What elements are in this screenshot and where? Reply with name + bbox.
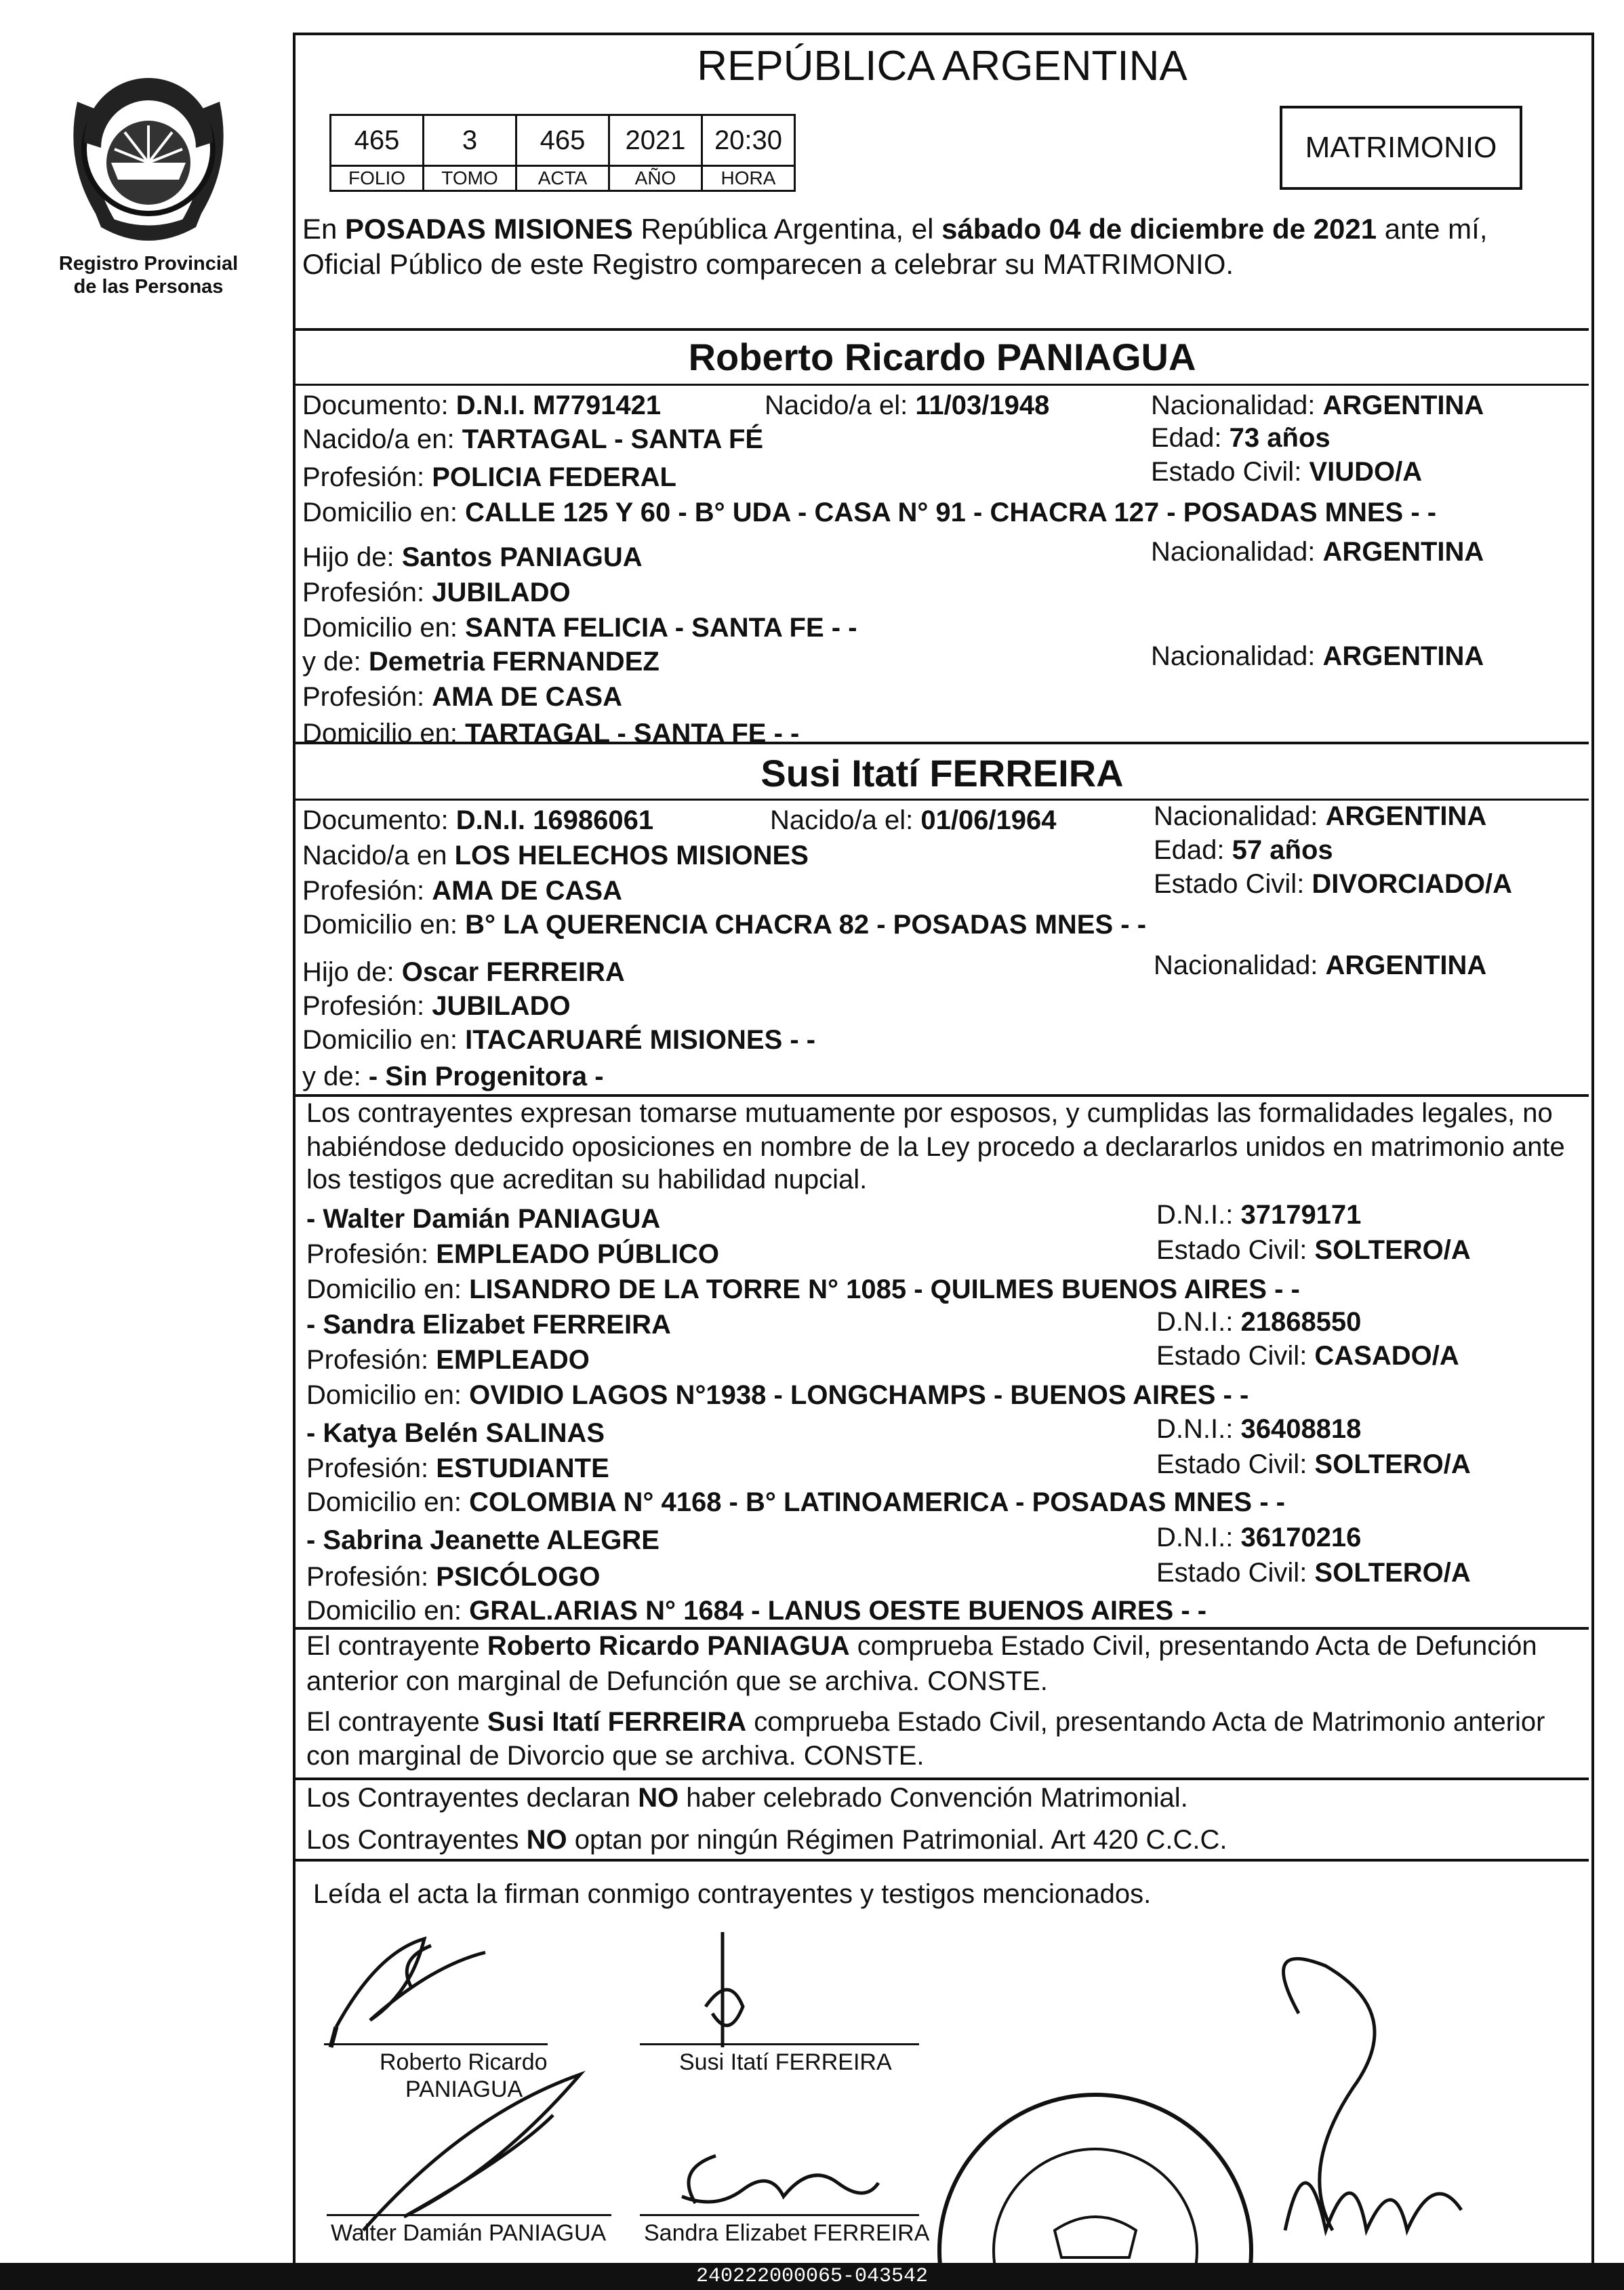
field-text: Oscar FERREIRA [401, 957, 625, 987]
anio-value: 2021 [609, 115, 702, 166]
field-text: Profesión: [306, 1562, 437, 1592]
witness-civil-status [1156, 1448, 1471, 1481]
declaration-line-3: los testigos que acreditan su habilidad nupcial. [306, 1165, 868, 1194]
witness-name: - Sabrina Jeanette ALEGRE [306, 1525, 659, 1555]
bride-name: Susi Itatí FERREIRA [760, 752, 1124, 795]
field-text: 73 años [1229, 423, 1331, 453]
field-text: Profesión: [302, 991, 432, 1021]
witness-address [306, 1379, 1249, 1411]
field-text: República Argentina, el [632, 213, 942, 245]
bride-nationality [1154, 800, 1486, 832]
field-text: Estado Civil: [1156, 1341, 1315, 1371]
groom-father-nationality [1151, 536, 1484, 568]
field-text: GRAL.ARIAS N° 1684 - LANUS OESTE BUENOS AIRES - - [469, 1596, 1207, 1626]
field-text: EMPLEADO [436, 1345, 590, 1375]
witness-profession [306, 1452, 609, 1485]
witness-1-signature-name: Walter Damián PANIAGUA [331, 2220, 607, 2246]
intro-line-2: Oficial Público de este Registro comparecen a celebrar su MATRIMONIO. [302, 248, 1234, 280]
groom-nationality [1151, 389, 1484, 422]
divider [296, 742, 1589, 744]
witness-profession [306, 1561, 600, 1593]
field-text: D.N.I. 16986061 [455, 805, 654, 835]
field-text: Edad: [1154, 835, 1232, 865]
field-text: Nacionalidad: [1151, 537, 1323, 567]
hora-value: 20:30 [702, 115, 795, 166]
field-text: Domicilio en: [302, 719, 466, 748]
bride-born-on [770, 804, 1057, 837]
field-text: D.N.I.: [1156, 1523, 1241, 1552]
field-text: NO [638, 1783, 679, 1813]
field-text: Domicilio en: [306, 1380, 470, 1410]
field-text: Estado Civil: [1156, 1235, 1315, 1265]
field-text: Documento: [302, 390, 456, 420]
field-text: 01/06/1964 [920, 805, 1057, 835]
anio-label: AÑO [609, 166, 702, 191]
witness-dni [1156, 1521, 1361, 1554]
field-text: optan por ningún Régimen Patrimonial. Art 420 C.C.C. [567, 1825, 1227, 1855]
witness-address [306, 1594, 1206, 1627]
witness-name: - Sandra Elizabet FERREIRA [306, 1310, 671, 1340]
field-text: ESTUDIANTE [436, 1453, 609, 1483]
document-code-bar: 240222000065-043542 [0, 2263, 1624, 2290]
declaration-line-1: Los contrayentes expresan tomarse mutuamente por esposos, y cumplidas las formalidades legales, no [306, 1098, 1553, 1128]
groom-signature-name-1: Roberto Ricardo [380, 2049, 548, 2075]
field-text: y de: [302, 1062, 369, 1091]
divider [296, 328, 1589, 331]
marginal-note-2 [306, 1706, 1545, 1738]
witness-2-signature-name: Sandra Elizabet FERREIRA [644, 2220, 930, 2246]
field-text: DIVORCIADO/A [1312, 869, 1512, 899]
groom-father-address [302, 611, 857, 644]
field-text: Nacionalidad: [1154, 950, 1326, 980]
field-text: y de: [302, 647, 369, 677]
groom-mother-nationality [1151, 640, 1484, 672]
groom-born-on [765, 389, 1049, 422]
divider [296, 1777, 1589, 1780]
bride-mother [302, 1060, 604, 1093]
field-text: 11/03/1948 [915, 390, 1050, 420]
page-title: REPÚBLICA ARGENTINA [697, 43, 1187, 89]
groom-age [1151, 422, 1331, 454]
field-text: Nacionalidad: [1151, 641, 1323, 671]
field-text: ARGENTINA [1322, 390, 1484, 420]
groom-signature-name-2: PANIAGUA [405, 2076, 523, 2102]
provincial-seal-icon [57, 61, 240, 251]
witness-civil-status [1156, 1556, 1471, 1589]
field-text: NO [526, 1825, 567, 1855]
field-text: D.N.I.: [1156, 1414, 1241, 1444]
groom-profession [302, 461, 676, 494]
field-text: Roberto Ricardo PANIAGUA [487, 1631, 850, 1661]
marginal-note-1 [306, 1630, 1537, 1662]
field-text: 36408818 [1240, 1414, 1362, 1444]
bride-age [1154, 834, 1333, 866]
groom-address [302, 496, 1436, 529]
field-text: Nacido/a el: [770, 805, 921, 835]
field-text: SOLTERO/A [1314, 1235, 1471, 1265]
field-text: Demetria FERNANDEZ [368, 647, 659, 677]
field-text: Nacido/a en: [302, 424, 462, 454]
field-text: Profesión: [306, 1453, 437, 1483]
registry-caption-1: Registro Provincial [58, 253, 239, 275]
bride-father-nationality [1154, 949, 1486, 982]
witness-name: - Katya Belén SALINAS [306, 1418, 605, 1448]
field-text: comprueba Estado Civil, presentando Acta de Defunción [849, 1631, 1537, 1661]
groom-mother-address [302, 717, 799, 750]
field-text: Domicilio en: [306, 1274, 470, 1304]
field-text: En [302, 213, 346, 245]
field-text: CASADO/A [1314, 1341, 1459, 1371]
signatures-intro: Leída el acta la firman conmigo contrayentes y testigos mencionados. [313, 1879, 1152, 1909]
field-text: Profesión: [306, 1239, 437, 1269]
witness-profession [306, 1238, 719, 1270]
witness-address [306, 1273, 1300, 1306]
field-text: ARGENTINA [1325, 950, 1487, 980]
field-text: ARGENTINA [1325, 801, 1487, 831]
bride-father [302, 956, 625, 988]
groom-mother-profession [302, 681, 622, 713]
field-text: OVIDIO LAGOS N°1938 - LONGCHAMPS - BUENOS AIRES - - [469, 1380, 1249, 1410]
field-text: Profesión: [306, 1345, 437, 1375]
marginal-note-2-cont: con marginal de Divorcio que se archiva. CONSTE. [306, 1741, 925, 1771]
groom-born-in [302, 423, 763, 456]
field-text: Domicilio en: [306, 1596, 470, 1626]
groom-signature-line [324, 2043, 548, 2045]
registry-logo [57, 61, 240, 251]
field-text: D.N.I.: [1156, 1200, 1241, 1230]
field-text: Domicilio en: [302, 613, 466, 643]
field-text: POLICIA FEDERAL [432, 462, 676, 492]
groom-father-profession [302, 576, 571, 609]
tomo-label: TOMO [424, 166, 516, 191]
field-text: Estado Civil: [1154, 869, 1312, 899]
field-text: Domicilio en: [302, 498, 466, 527]
acta-label: ACTA [516, 166, 609, 191]
field-text: Susi Itatí FERREIRA [487, 1707, 747, 1737]
field-text: sábado 04 de diciembre de 2021 [941, 213, 1377, 245]
folio-value: 465 [331, 115, 424, 166]
field-text: SOLTERO/A [1314, 1558, 1471, 1588]
groom-mother [302, 645, 659, 678]
bride-signature-line [640, 2043, 919, 2045]
field-text: TARTAGAL - SANTA FE - - [465, 719, 800, 748]
field-text: VIUDO/A [1309, 457, 1423, 487]
field-text: 21868550 [1240, 1307, 1362, 1337]
bride-document [302, 804, 653, 837]
field-text: COLOMBIA N° 4168 - B° LATINOAMERICA - POSADAS MNES - - [469, 1487, 1285, 1517]
witness-2-signature-line [640, 2214, 919, 2216]
field-text: Estado Civil: [1156, 1449, 1315, 1479]
field-text: JUBILADO [432, 578, 571, 607]
field-text: EMPLEADO PÚBLICO [436, 1239, 720, 1269]
field-text: SANTA FELICIA - SANTA FE - - [465, 613, 857, 643]
field-text: Domicilio en: [302, 1025, 466, 1055]
tomo-value: 3 [424, 115, 516, 166]
bride-address [302, 908, 1146, 941]
field-text: PSICÓLOGO [436, 1562, 601, 1592]
field-text: Nacionalidad: [1154, 801, 1326, 831]
witness-dni [1156, 1306, 1361, 1338]
field-text: Profesión: [302, 462, 432, 492]
field-text: SOLTERO/A [1314, 1449, 1471, 1479]
marginal-note-1-cont: anterior con marginal de Defunción que se archiva. CONSTE. [306, 1666, 1048, 1696]
field-text: 57 años [1232, 835, 1333, 865]
field-text: Profesión: [302, 578, 432, 607]
field-text: Los Contrayentes declaran [306, 1783, 638, 1813]
field-text: CALLE 125 Y 60 - B° UDA - CASA N° 91 - CHACRA 127 - POSADAS MNES - - [465, 498, 1437, 527]
folio-label: FOLIO [331, 166, 424, 191]
field-text: Santos PANIAGUA [401, 542, 643, 572]
declaration-line-2: habiéndose deducido oposiciones en nombre de la Ley procedo a declararlos unidos en matrimonio ante [306, 1132, 1565, 1162]
groom-father [302, 541, 643, 574]
field-text: El contrayente [306, 1707, 487, 1737]
field-text: ITACARUARÉ MISIONES - - [465, 1025, 816, 1055]
witness-1-signature-line [327, 2214, 611, 2216]
field-text: Hijo de: [302, 957, 402, 987]
witness-civil-status [1156, 1234, 1471, 1266]
field-text: Los Contrayentes [306, 1825, 527, 1855]
field-text: LOS HELECHOS MISIONES [454, 841, 809, 870]
field-text: - Sin Progenitora - [368, 1062, 604, 1091]
intro-line-1 [302, 213, 1487, 245]
field-text: B° LA QUERENCIA CHACRA 82 - POSADAS MNES - - [465, 910, 1147, 940]
witness-name: - Walter Damián PANIAGUA [306, 1204, 661, 1234]
groom-name: Roberto Ricardo PANIAGUA [688, 336, 1196, 378]
field-text: El contrayente [306, 1631, 487, 1661]
bride-born-in [302, 839, 809, 872]
divider [296, 1859, 1589, 1862]
field-text: Domicilio en: [306, 1487, 470, 1517]
hora-label: HORA [702, 166, 795, 191]
regime-line-2 [306, 1824, 1227, 1856]
bride-civil-status [1154, 868, 1512, 900]
witness-civil-status [1156, 1340, 1459, 1372]
field-text: Profesión: [302, 876, 432, 906]
field-text: ARGENTINA [1322, 641, 1484, 671]
field-text: D.N.I.: [1156, 1307, 1241, 1337]
field-text: Hijo de: [302, 542, 402, 572]
field-text: 37179171 [1240, 1200, 1362, 1230]
field-text: 36170216 [1240, 1523, 1362, 1552]
bride-profession [302, 875, 622, 907]
field-text: D.N.I. M7791421 [455, 390, 662, 420]
witness-dni [1156, 1199, 1361, 1231]
field-text: ARGENTINA [1322, 537, 1484, 567]
document-type-box: MATRIMONIO [1280, 106, 1522, 190]
divider [296, 384, 1589, 386]
field-text: Domicilio en: [302, 910, 466, 940]
field-text: TARTAGAL - SANTA FÉ [462, 424, 764, 454]
registry-fields-table [329, 114, 796, 192]
field-text: comprueba Estado Civil, presentando Acta de Matrimonio anterior [746, 1707, 1545, 1737]
field-text: Nacionalidad: [1151, 390, 1323, 420]
field-text: haber celebrado Convención Matrimonial. [678, 1783, 1188, 1813]
field-text: Documento: [302, 805, 456, 835]
groom-document [302, 389, 661, 422]
witness-profession [306, 1344, 590, 1376]
official-stamp-icon [939, 2095, 1251, 2263]
field-text: JUBILADO [432, 991, 571, 1021]
field-text: Nacido/a el: [765, 390, 916, 420]
field-text: POSADAS MISIONES [345, 213, 633, 245]
field-text: LISANDRO DE LA TORRE N° 1085 - QUILMES BUENOS AIRES - - [469, 1274, 1300, 1304]
witness-address [306, 1486, 1285, 1519]
bride-signature-name: Susi Itatí FERREIRA [679, 2049, 892, 2075]
registry-caption-2: de las Personas [73, 276, 224, 298]
field-text: Edad: [1151, 423, 1230, 453]
regime-line-1 [306, 1782, 1188, 1814]
acta-value: 465 [516, 115, 609, 166]
field-text: AMA DE CASA [432, 682, 622, 712]
field-text: Estado Civil: [1151, 457, 1310, 487]
bride-father-address [302, 1024, 815, 1056]
field-text: AMA DE CASA [432, 876, 622, 906]
witness-dni [1156, 1413, 1361, 1445]
field-text: Estado Civil: [1156, 1558, 1315, 1588]
field-text: Profesión: [302, 682, 432, 712]
field-text: ante mí, [1377, 213, 1488, 245]
bride-father-profession [302, 990, 571, 1022]
field-text: Nacido/a en [302, 841, 455, 870]
groom-civil-status [1151, 456, 1422, 488]
